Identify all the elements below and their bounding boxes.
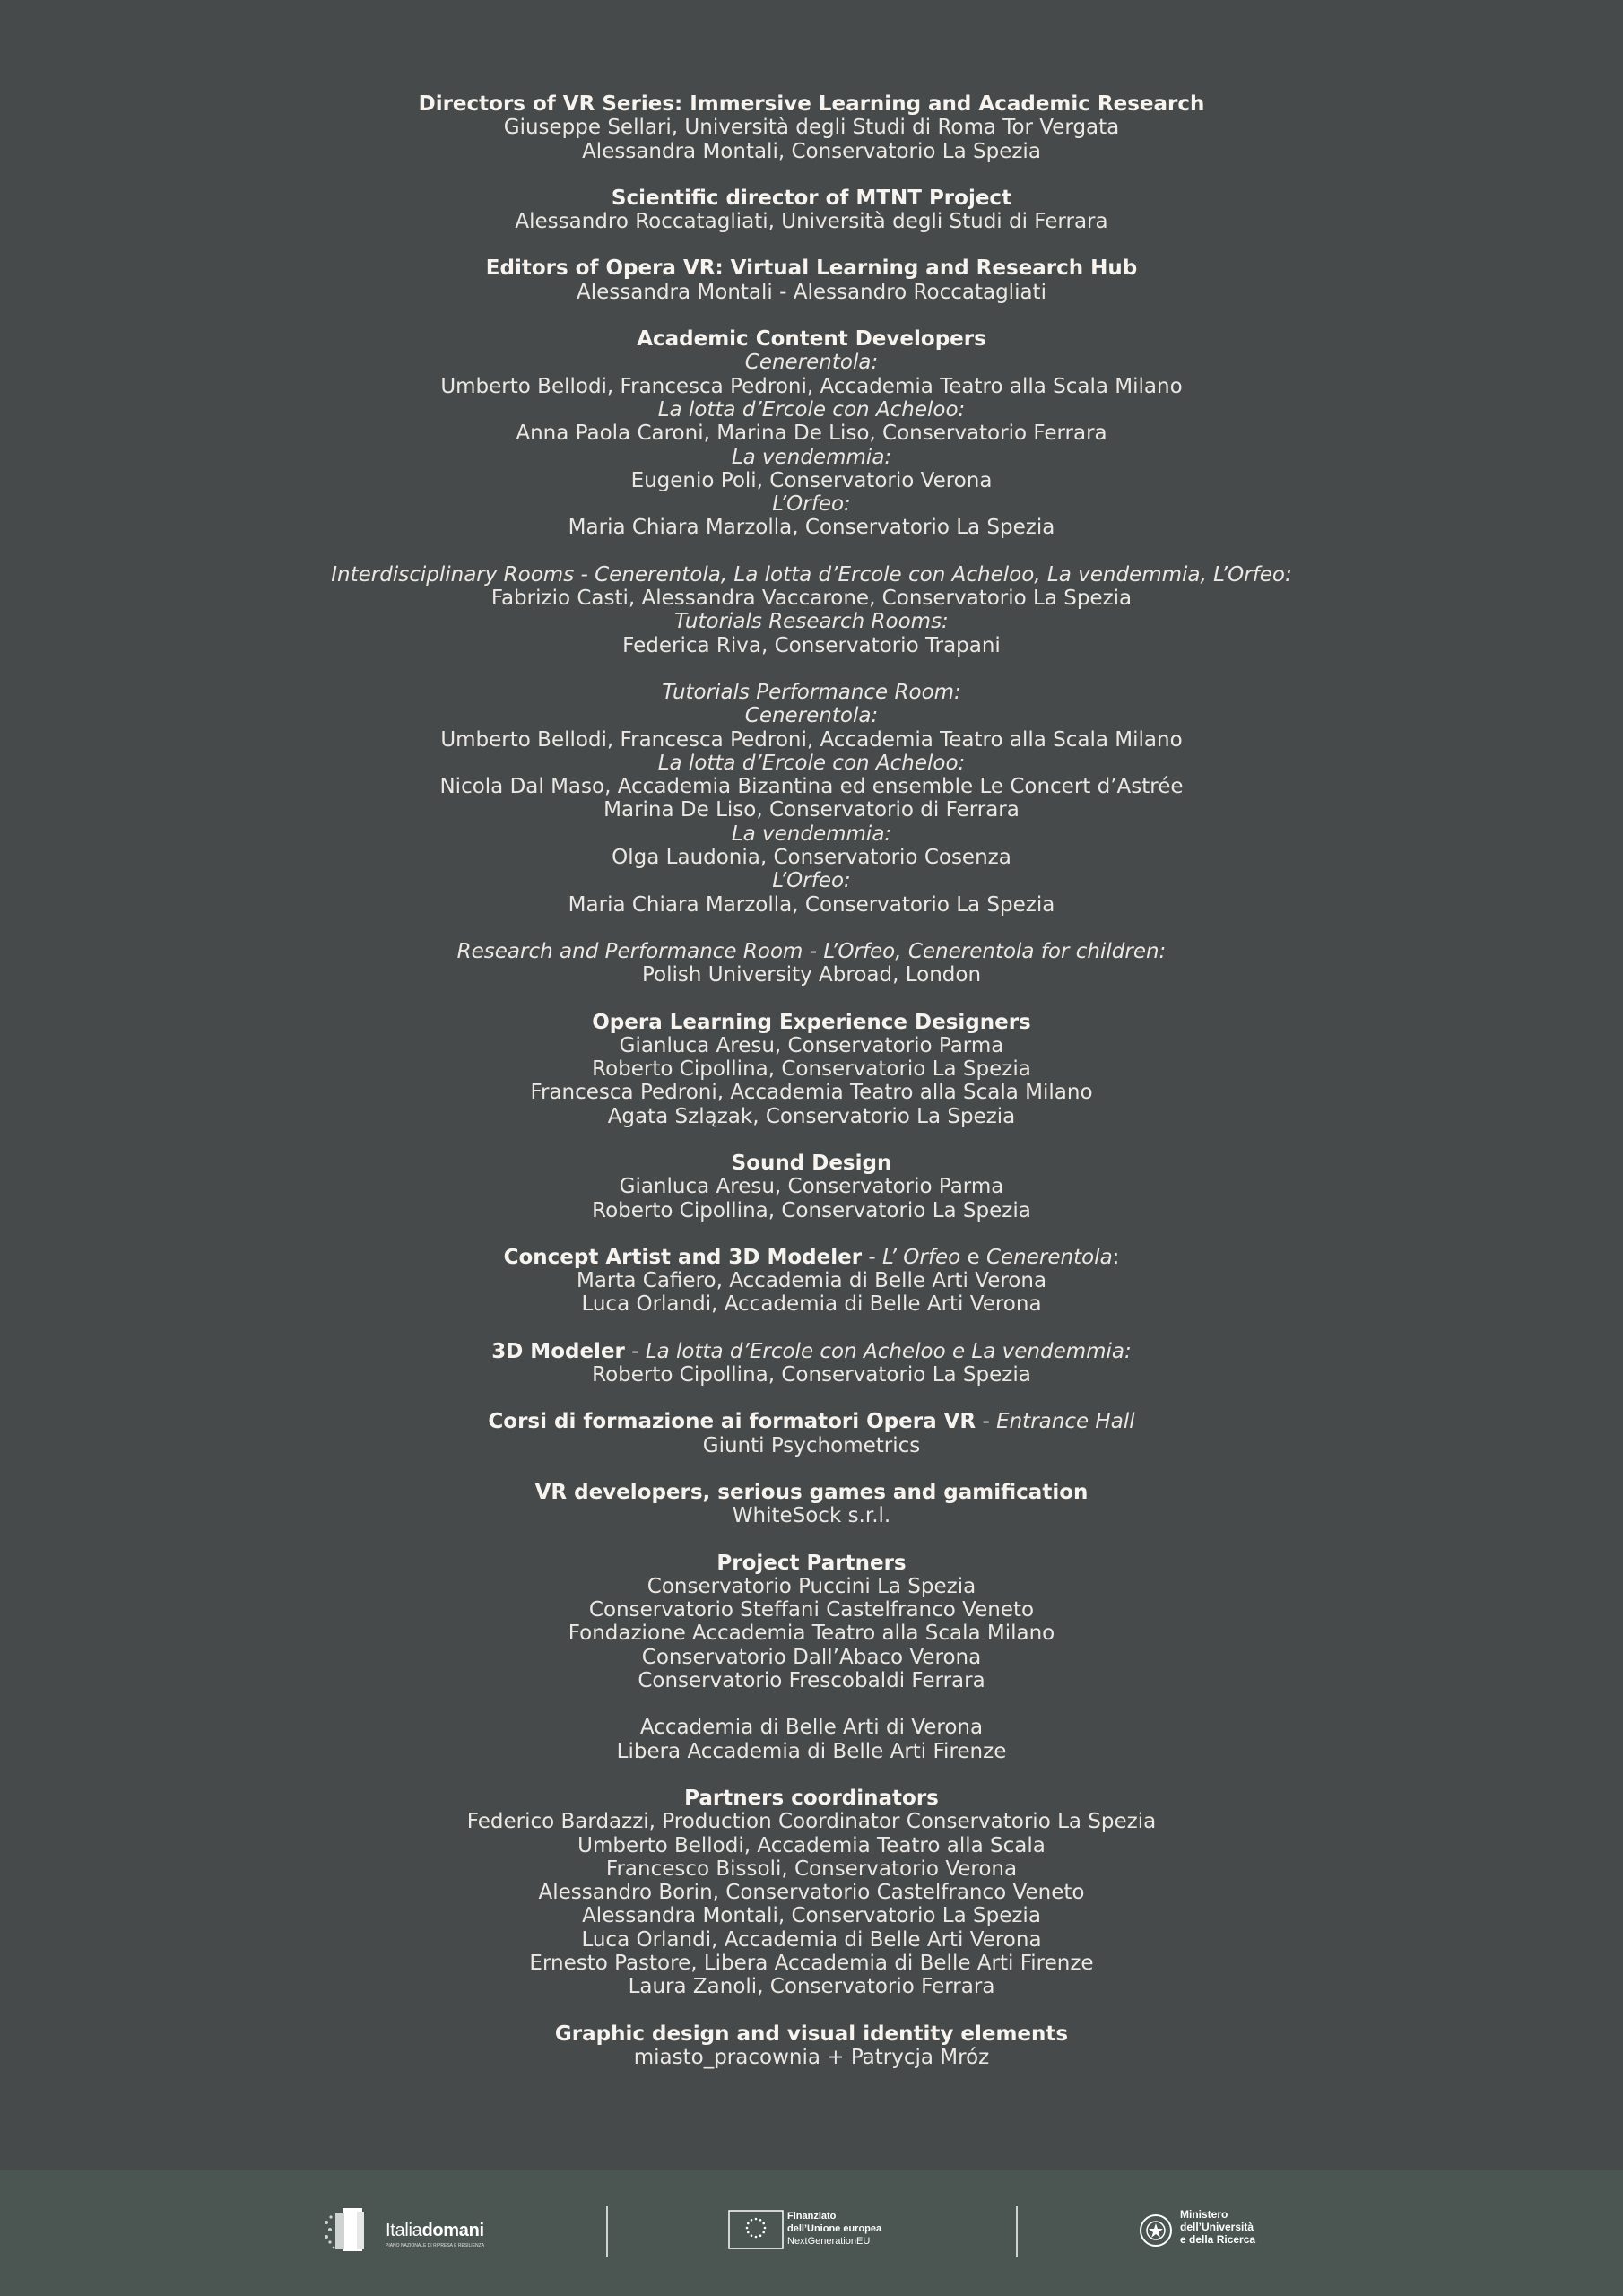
italiadomani-icon <box>323 2205 378 2255</box>
italiadomani-wordmark: Italiadomani <box>386 2221 484 2240</box>
credit-line: Alessandra Montali - Alessandro Roccatagliati <box>577 280 1046 304</box>
credit-line: Conservatorio Steffani Castelfranco Veneto <box>588 1598 1035 1622</box>
work-title: La vendemmia: <box>731 822 892 846</box>
credit-section <box>0 2022 1623 2070</box>
heading-text: VR developers, serious games and gamification <box>534 1480 1089 1504</box>
credit-section <box>0 187 1623 234</box>
credit-section <box>0 1716 1623 1763</box>
heading-suffix: - <box>976 1410 997 1434</box>
room-title: Interdisciplinary Rooms - Cenerentola, La lotta d’Ercole con Acheloo, La vendemmia, L’Orfeo: <box>331 562 1292 587</box>
credit-line: Polish University Abroad, London <box>641 963 982 987</box>
credit-section <box>0 1011 1623 1128</box>
credit-line: Luca Orlandi, Accademia di Belle Arti Verona <box>581 1292 1042 1317</box>
work-title: Cenerentola: <box>744 704 879 728</box>
section-heading <box>0 1552 1623 1575</box>
credit-line: Agata Szlązak, Conservatorio La Spezia <box>607 1104 1016 1128</box>
credit-line: Eugenio Poli, Conservatorio Verona <box>630 468 993 492</box>
credit-line: Gianluca Aresu, Conservatorio Parma <box>619 1175 1004 1199</box>
section-heading <box>0 257 1623 280</box>
credit-line: Accademia di Belle Arti di Verona <box>639 1716 984 1740</box>
heading-text: Corsi di formazione ai formatori Opera VR <box>488 1410 976 1434</box>
credit-line: Federica Riva, Conservatorio Trapani <box>622 633 1001 657</box>
credit-section <box>0 1246 1623 1317</box>
section-heading <box>0 2022 1623 2046</box>
credit-line: Francesco Bissoli, Conservatorio Verona <box>605 1857 1018 1881</box>
eu-line2: dell’Unione europea <box>787 2223 882 2234</box>
credit-line: Alessandro Roccatagliati, Università degli Studi di Ferrara <box>515 210 1108 234</box>
section-heading <box>0 1410 1623 1433</box>
work-title: La lotta d’Ercole con Acheloo: <box>657 751 966 775</box>
credit-line: Francesca Pedroni, Accademia Teatro alla Scala Milano <box>530 1081 1093 1105</box>
credit-line: Umberto Bellodi, Francesca Pedroni, Accademia Teatro alla Scala Milano <box>440 727 1183 752</box>
credit-line: miasto_pracownia + Patrycja Mróz <box>633 2045 990 2069</box>
credit-line: Maria Chiara Marzolla, Conservatorio La Spezia <box>568 892 1055 917</box>
eu-flag-icon <box>728 2210 784 2249</box>
credit-line: Fondazione Accademia Teatro alla Scala Milano <box>568 1622 1055 1646</box>
credit-line: Umberto Bellodi, Accademia Teatro alla Scala <box>577 1833 1046 1857</box>
credit-line: Marta Cafiero, Accademia di Belle Arti Verona <box>576 1269 1047 1293</box>
heading-text: Opera Learning Experience Designers <box>592 1010 1031 1034</box>
credit-line: Roberto Cipollina, Conservatorio La Spezia <box>592 1057 1031 1082</box>
section-heading <box>0 1152 1623 1175</box>
credits-list <box>0 92 1623 2092</box>
heading-text: Editors of Opera VR: Virtual Learning and Research Hub <box>485 257 1138 281</box>
section-heading <box>0 1246 1623 1269</box>
footer-divider <box>1016 2206 1018 2257</box>
credit-section <box>0 1340 1623 1387</box>
work-title: Cenerentola: <box>744 351 879 375</box>
heading-text: Scientific director of MTNT Project <box>611 186 1012 210</box>
eu-funding-logo <box>728 2206 916 2260</box>
credit-line: WhiteSock s.r.l. <box>732 1504 891 1528</box>
heading-text: Project Partners <box>716 1551 907 1575</box>
credit-line: Conservatorio Frescobaldi Ferrara <box>638 1669 985 1693</box>
room-title: Tutorials Performance Room: <box>662 680 961 704</box>
credit-line: Fabrizio Casti, Alessandra Vaccarone, Conservatorio La Spezia <box>490 587 1133 611</box>
credit-line: Ernesto Pastore, Libera Accademia di Belle Arti Firenze <box>529 1952 1094 1975</box>
heading-text: Sound Design <box>731 1151 892 1175</box>
heading-suffix: e <box>960 1245 986 1269</box>
credit-line: Gianluca Aresu, Conservatorio Parma <box>619 1033 1004 1057</box>
credit-line: Umberto Bellodi, Francesca Pedroni, Accademia Teatro alla Scala Milano <box>440 374 1183 398</box>
credit-section <box>0 1152 1623 1222</box>
eu-line1: Finanziato <box>787 2211 837 2222</box>
credit-line: Conservatorio Puccini La Spezia <box>647 1574 976 1598</box>
credit-line: Nicola Dal Maso, Accademia Bizantina ed ensemble Le Concert d’Astrée <box>439 775 1184 799</box>
credit-section <box>0 1552 1623 1693</box>
section-heading <box>0 1340 1623 1363</box>
heading-text: Graphic design and visual identity elements <box>554 2022 1069 2046</box>
credit-section <box>0 92 1623 163</box>
section-heading <box>0 1481 1623 1504</box>
credit-line: Alessandra Montali, Conservatorio La Spezia <box>582 139 1041 163</box>
heading-suffix: Entrance Hall <box>996 1410 1135 1434</box>
credit-line: Conservatorio Dall’Abaco Verona <box>641 1645 982 1669</box>
credit-line: Roberto Cipollina, Conservatorio La Spezia <box>592 1363 1031 1387</box>
work-title: La vendemmia: <box>731 445 892 469</box>
italiadomani-logo <box>323 2205 502 2258</box>
credit-line: Luca Orlandi, Accademia di Belle Arti Verona <box>581 1927 1042 1952</box>
credit-section <box>0 257 1623 304</box>
credit-section <box>0 681 1623 917</box>
credit-line: Giunti Psychometrics <box>702 1433 921 1457</box>
eu-line3: NextGenerationEU <box>787 2236 871 2247</box>
mur-logo <box>1139 2206 1300 2260</box>
credit-line: Libera Accademia di Belle Arti Firenze <box>616 1739 1007 1763</box>
credit-line: Federico Bardazzi, Production Coordinator Conservatorio La Spezia <box>466 1810 1157 1834</box>
heading-text: Concept Artist and 3D Modeler <box>503 1245 863 1269</box>
room-title: Research and Performance Room - L’Orfeo, Cenerentola for children: <box>456 939 1167 963</box>
credit-section <box>0 327 1623 540</box>
credit-line: Maria Chiara Marzolla, Conservatorio La Spezia <box>568 516 1055 540</box>
work-title: L’Orfeo: <box>772 869 851 893</box>
credit-section <box>0 1410 1623 1457</box>
heading-text: Partners coordinators <box>684 1786 939 1810</box>
credit-section <box>0 1787 1623 1999</box>
credit-section <box>0 563 1623 657</box>
credit-line: Roberto Cipollina, Conservatorio La Spezia <box>592 1198 1031 1222</box>
credit-line: Giuseppe Sellari, Università degli Studi di Roma Tor Vergata <box>503 116 1120 140</box>
italian-republic-emblem-icon <box>1139 2212 1173 2249</box>
credit-line: Marina De Liso, Conservatorio di Ferrara <box>603 798 1020 822</box>
work-title: La lotta d’Ercole con Acheloo: <box>657 397 966 422</box>
credit-line: Alessandra Montali, Conservatorio La Spezia <box>582 1904 1041 1928</box>
work-title: L’Orfeo: <box>772 492 851 517</box>
credit-line: Olga Laudonia, Conservatorio Cosenza <box>612 846 1011 870</box>
heading-suffix: : <box>1112 1245 1120 1269</box>
heading-suffix: - <box>862 1245 882 1269</box>
mur-line3: e della Ricerca <box>1180 2233 1256 2246</box>
heading-suffix: Cenerentola <box>985 1245 1113 1269</box>
credit-line: Anna Paola Caroni, Marina De Liso, Conservatorio Ferrara <box>516 422 1107 446</box>
italiadomani-tagline: PIANO NAZIONALE DI RIPRESA E RESILIENZA <box>386 2243 485 2248</box>
heading-text: Academic Content Developers <box>637 327 986 352</box>
section-heading <box>0 92 1623 116</box>
heading-suffix: - <box>624 1339 646 1363</box>
credit-section <box>0 940 1623 987</box>
heading-suffix: La lotta d’Ercole con Acheloo e La vendemmia: <box>645 1339 1132 1363</box>
work-title: Tutorials Research Rooms: <box>674 610 949 634</box>
mur-line1: Ministero <box>1180 2208 1228 2221</box>
mur-line2: dell’Università <box>1180 2221 1254 2233</box>
footer-divider <box>606 2206 608 2257</box>
section-heading <box>0 187 1623 210</box>
heading-suffix: L’ Orfeo <box>882 1245 961 1269</box>
footer-logos <box>0 2170 1623 2296</box>
section-heading <box>0 327 1623 351</box>
section-heading <box>0 1011 1623 1034</box>
section-heading <box>0 1787 1623 1810</box>
credit-line: Alessandro Borin, Conservatorio Castelfranco Veneto <box>538 1881 1085 1905</box>
heading-text: 3D Modeler <box>491 1339 625 1363</box>
heading-text: Directors of VR Series: Immersive Learning and Academic Research <box>418 92 1205 116</box>
credit-line: Laura Zanoli, Conservatorio Ferrara <box>628 1975 995 1999</box>
credit-section <box>0 1481 1623 1528</box>
